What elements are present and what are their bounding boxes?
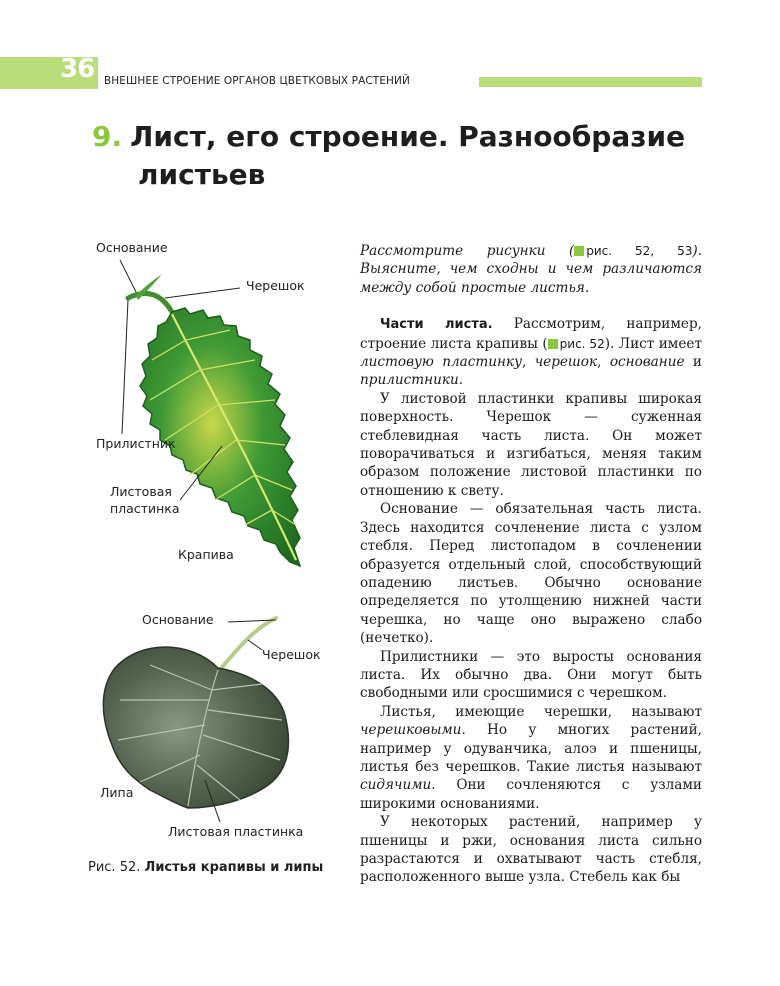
label-nettle-stipule: Прилистник: [96, 436, 176, 451]
intro-text-b: ). Выясните, чем сходны и чем различаются между собой простые листья.: [360, 243, 702, 296]
term-base: основание: [609, 354, 685, 371]
nettle-leaf-drawing: [128, 274, 300, 566]
term-petiole: черешок: [534, 354, 598, 371]
p1-text-e: и: [684, 354, 702, 371]
label-linden-petiole: Черешок: [262, 647, 321, 662]
green-square-icon: [574, 246, 584, 256]
label-linden-blade: Листовая пластинка: [168, 824, 304, 839]
paragraph-parts: [360, 315, 702, 390]
title-line-1: Лист, его строение. Разнообразие: [130, 120, 686, 153]
figure-caption: [88, 860, 323, 875]
green-square-icon: [548, 339, 558, 349]
term-petiolate: черешковыми: [360, 722, 462, 739]
figure-ref-intro[interactable]: [574, 244, 692, 258]
label-nettle-blade-1: Листовая: [110, 484, 172, 499]
page-number: 36: [60, 54, 95, 84]
term-sessile: сидячими: [360, 777, 432, 794]
p5-text-b: . Но у многих растений, например у одуванчика, алоэ и пшеницы, листья без черешков. Такие листья называют: [360, 722, 702, 775]
title-line-2: листьев: [138, 158, 266, 191]
run-in-heading: Части листа.: [380, 317, 493, 333]
paragraph-sheath: У некоторых растений, например у пшеницы и ржи, основания листа сильно разрастаются и охватывают часть стебля, расположенного выше узла. Стебель как бы: [360, 814, 702, 886]
term-stipules: прилистники: [360, 372, 459, 389]
section-number: 9.: [92, 120, 123, 153]
linden-petiole: [218, 618, 276, 672]
label-linden-base: Основание: [142, 612, 214, 627]
label-nettle-name: Крапива: [178, 547, 234, 562]
linden-leaf-drawing: [103, 618, 288, 808]
intro-text-a: Рассмотрите рисунки (: [360, 243, 575, 259]
p5-text-c: . Они сочленяются с узлами широкими основаниями.: [360, 777, 702, 812]
nettle-petiole: [128, 293, 172, 312]
p1-ref-text: рис. 52: [559, 336, 605, 351]
p1-text-d: ,: [597, 354, 610, 371]
paragraph-petiolate: [360, 703, 702, 813]
p1-text-a: Рассмотрим, например, строение листа крапивы (: [360, 316, 702, 352]
label-nettle-blade-2: пластинка: [110, 501, 180, 516]
label-nettle-petiole: Черешок: [246, 278, 305, 293]
intro-paragraph: [360, 242, 702, 297]
running-head: ВНЕШНЕЕ СТРОЕНИЕ ОРГАНОВ ЦВЕТКОВЫХ РАСТЕНИЙ: [104, 75, 410, 87]
figure-caption-prefix: Рис. 52.: [88, 860, 141, 875]
term-blade: листовую пластинку: [360, 354, 522, 371]
label-nettle-base: Основание: [96, 240, 168, 255]
paragraph-stipules: Прилистники — это выросты основания листа. Их обычно два. Они могут быть свободными или сросшимися с черешком.: [360, 648, 702, 702]
paragraph-blade: У листовой пластинки крапивы широкая поверхность. Черешок — суженная стеблевидная часть листа. Он может поворачиваться и изгибаться, меняя таким образом положение листовой пластинки по отношению к свету.: [360, 390, 702, 499]
intro-ref-text: рис. 52, 53: [586, 244, 693, 258]
paragraph-base: Основание — обязательная часть листа. Здесь находится сочленение листа с узлом стебля. Перед листопадом в сочленении образуется отдельный слой, способствующий опадению листьев. Обычно основание определяется по утолщению нижней части черешка, но чаще оно выражено слабо (нечетко).: [360, 501, 702, 647]
body-text: [360, 242, 702, 887]
linden-blade: [103, 647, 288, 808]
p5-text-a: Листья, имеющие черешки, называют: [380, 703, 702, 720]
figure-caption-title: Листья крапивы и липы: [144, 860, 324, 875]
p1-text-c: ,: [521, 354, 535, 371]
p1-text-b: ). Лист имеет: [604, 335, 702, 352]
label-linden-name: Липа: [100, 785, 134, 800]
p1-text-f: .: [458, 372, 464, 389]
figure-ref-52[interactable]: [548, 337, 605, 351]
